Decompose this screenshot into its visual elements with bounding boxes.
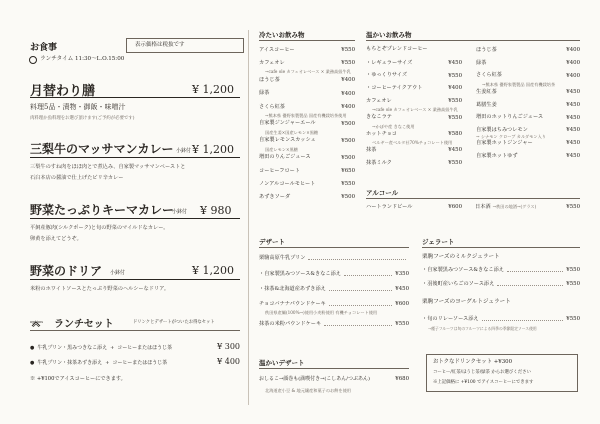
plus-icon: + <box>110 345 115 351</box>
gelato-title: ジェラート <box>422 238 455 246</box>
divider <box>422 247 580 248</box>
hot-list-item <box>366 85 462 91</box>
item-name: ノンアルコールモヒート <box>259 180 316 187</box>
dessert-list-item <box>259 286 409 292</box>
cold-list-item <box>259 47 355 53</box>
hot-list-item <box>366 60 462 66</box>
hot-drinks-title: 温かいお飲み物 <box>366 31 412 39</box>
item-name: 自家製ホットゆず <box>476 152 518 159</box>
item-name: コーヒーフロート <box>259 167 301 174</box>
item-sub: 国産生姜×国産レモン×黒糖 <box>265 129 319 135</box>
alcohol-item-1 <box>366 204 462 210</box>
meal-item-4-name: 野菜のドリア <box>30 264 103 278</box>
item-price: ¥400 <box>341 90 355 97</box>
hot-list2-item <box>476 140 580 146</box>
hot-list-item <box>366 131 462 137</box>
alcohol-item-2 <box>475 204 580 210</box>
option-label: option <box>30 319 43 324</box>
hot-list-item <box>366 147 462 153</box>
dot-leader <box>329 290 392 291</box>
lunch-set-footnote: ※ +¥100でアイスコーヒーにできます。 <box>30 376 126 382</box>
item-price: ¥500 <box>341 194 355 201</box>
item-name: 葛膳生姜 <box>476 101 497 108</box>
item-price: ¥550 <box>341 181 355 188</box>
item-name: カフェオレ <box>366 97 392 104</box>
item-name: 増田のホットりんごジュース <box>476 114 544 121</box>
item-name: ・レギュラーサイズ <box>366 59 413 66</box>
divider <box>30 218 240 219</box>
gelato-item-1 <box>422 267 580 273</box>
item-price: ¥450 <box>395 286 409 292</box>
meal-item-4-price: ¥ 1,200 <box>192 264 234 277</box>
meal-item-2-desc1: 三梨牛のすね肉をほほ肉とで煮込み、自家製マッサマンペーストと <box>30 164 186 170</box>
item-price: ¥650 <box>341 167 355 174</box>
item-price: ¥450 <box>448 59 462 66</box>
divider <box>30 330 240 331</box>
cold-list-item <box>259 121 355 127</box>
divider <box>30 157 240 158</box>
bullet-icon: ● <box>30 360 35 366</box>
drink-set-line-2: コーヒー/紅茶/ほうじ茶/緑茶 からお選びください <box>433 370 531 375</box>
gelato-item-3-sub: →種子フルーツは旬のフルーツによる四季の季節限定ソース使用 <box>428 326 537 331</box>
item-price: ¥500 <box>341 137 355 144</box>
meal-item-1-name: 月替わり膳 <box>30 84 96 99</box>
item-price: ¥400 <box>341 103 355 110</box>
divider <box>30 279 240 280</box>
item-price: ¥450 <box>566 127 580 134</box>
item-sub: →cafe ole カフェオレベース × 業務高級牛乳 <box>372 107 458 113</box>
item-name: チョコバナナパウンドケーキ <box>259 300 326 307</box>
cold-list-item <box>259 104 355 110</box>
dot-leader <box>324 325 392 326</box>
item-price: ¥450 <box>448 147 462 154</box>
item-name: さくら紅茶 <box>259 103 285 110</box>
meal-item-1-price: ¥ 1,200 <box>192 83 234 96</box>
gelato-item-1-price: ¥550 <box>566 267 580 273</box>
item-name: もちとぞプレンドコーヒー <box>366 46 428 52</box>
item-name: 緑茶 <box>476 59 487 66</box>
lunch-set-footnote-text: +¥100でアイスコーヒーにできます。 <box>36 376 126 382</box>
hot-list2-item <box>476 102 580 108</box>
meal-item-4-desc1: 米粉のホワイトソースとたっぷり野菜のヘルシーなドリア。 <box>30 286 170 292</box>
item-name: カフェオレ <box>259 60 285 67</box>
item-name: 自家製ホットジンジャー <box>476 139 533 146</box>
item-price: ¥450 <box>566 140 580 147</box>
item-price: ¥550 <box>341 47 355 53</box>
cold-list-item <box>259 60 355 66</box>
item-price: ¥550 <box>448 98 462 105</box>
item-price: ¥400 <box>448 85 462 92</box>
item-price: ¥450 <box>566 89 580 95</box>
lunch-set-row-1-price: ¥ 300 <box>217 342 240 351</box>
lunch-set-row-2-left: 牛乳プリン・抹茶あずき添え <box>37 360 103 366</box>
lunch-time: ランチタイム 11:30〜L.O.15:00 <box>40 56 125 63</box>
item-name: 自家製はちみつレモン <box>476 127 528 134</box>
cold-list-item <box>259 181 355 187</box>
item-name: きなこラテ <box>366 114 392 121</box>
alcohol-item-1-price: ¥600 <box>448 204 462 210</box>
item-price: ¥400 <box>566 72 580 79</box>
meal-item-2-price: ¥ 1,200 <box>192 143 234 156</box>
tax-note: 表示価格は税抜です <box>135 42 185 48</box>
divider <box>366 40 580 41</box>
hot-list-item <box>366 115 462 121</box>
drink-set-box <box>426 354 578 392</box>
meal-item-1-desc: 料理5品・漬物・御飯・味噌汁 <box>30 103 126 111</box>
item-sub: ベルギー産ベルタ社70%チョコレート使用 <box>372 140 453 145</box>
hot-dessert-item-sub: 北海道産小豆 & 地元嬢産和菓子のお餅を使用 <box>265 388 351 393</box>
item-price: ¥500 <box>341 154 355 161</box>
gelato-item-3-name: ・旬のリレーソース添え <box>422 315 479 322</box>
item-name: 緑茶 <box>259 90 270 97</box>
hot-list2-item <box>476 89 580 95</box>
meal-item-3-desc2: 卵黄を添えてどうぞ。 <box>30 236 82 242</box>
dessert-list-item <box>259 271 409 277</box>
lunch-set-row-2 <box>30 357 240 366</box>
hot-list-item <box>366 160 462 166</box>
lunch-set-row-1 <box>30 342 240 351</box>
meal-item-3-name: 野菜たっぷりキーマカレー <box>30 203 175 217</box>
lunch-set-title: ランチセット <box>54 319 114 330</box>
alcohol-item-2-name: 日本酒 <box>475 203 491 210</box>
item-price: ¥450 <box>566 114 580 121</box>
item-name: 自家製レモンスカッシュ <box>259 137 316 144</box>
item-name: ほうじ茶 <box>259 76 280 83</box>
item-name: あずきソーダ <box>259 194 291 201</box>
item-name: アイスコーヒー <box>259 46 295 53</box>
item-price: ¥580 <box>448 131 462 137</box>
gelato-item-2-price: ¥550 <box>566 281 580 287</box>
hot-list-item <box>366 98 462 104</box>
alcohol-item-1-name: ハートランドビール <box>366 203 413 210</box>
hot-dessert-title: 温かいデザート <box>259 359 305 367</box>
meal-item-2-note: 小鉢付 <box>176 148 192 154</box>
divider <box>259 368 409 369</box>
cold-list-item <box>259 155 355 161</box>
cold-list-item <box>259 138 355 144</box>
hot-list2-item <box>476 153 580 159</box>
item-name: 生姜紅茶 <box>476 88 497 95</box>
lunch-set-row-1-left: 牛乳プリン・黒みつきなこ添え <box>37 345 108 351</box>
item-price: ¥550 <box>448 72 462 79</box>
item-price: ¥550 <box>341 60 355 67</box>
meal-item-1-desc2: 肉料理か魚料理をお選び頂けます(ご予約が必要です) <box>30 116 135 121</box>
lunch-time-row <box>29 56 124 64</box>
item-sub: 国産レモン×黒糖 <box>265 146 298 152</box>
gelato-heading-2: 栗駒フーズのヨーグルトジェラート <box>422 299 511 305</box>
drink-set-line-1: おトクなドリンクセット +¥300 <box>433 359 513 365</box>
hot-list2-item <box>476 73 580 79</box>
item-name: ・コーヒーテイクアウト <box>366 85 423 92</box>
item-name: 栗駒高原牛乳プリン <box>259 255 306 261</box>
item-price: ¥550 <box>448 114 462 121</box>
lunch-set-row-2-price: ¥ 400 <box>217 357 240 366</box>
dot-leader <box>344 275 392 276</box>
item-price: ¥400 <box>566 59 580 66</box>
hot-list-item <box>366 73 462 79</box>
meal-item-3-price: ¥ 980 <box>200 204 232 217</box>
item-price: ¥600 <box>395 301 409 307</box>
drink-set-line-3: ※上記価格に +¥100 でアイスコーヒーにできます <box>433 380 534 385</box>
cold-list-item <box>259 77 355 83</box>
item-sub: →cafe ole カフェオレベース × 業務高級牛乳 <box>265 69 351 75</box>
clock-icon <box>29 56 37 64</box>
item-name: 増田のりんごジュース <box>259 154 311 161</box>
hot-dessert-item-price: ¥680 <box>395 376 409 382</box>
dot-leader <box>308 259 406 260</box>
column-divider <box>248 30 249 405</box>
alcohol-item-2-sub: →秩田の地酒→(グラス) <box>492 204 537 209</box>
hot-dessert-item-name: おしるこ→顔巻も(満喫付き→(こしあん/つぶあん) <box>259 376 370 382</box>
item-name: 抹茶の米粉パウンドケーキ <box>259 320 322 327</box>
meal-item-3-note: 小鉢付 <box>172 209 188 215</box>
item-sub: 秩田県産麺(100%→)使用小麦粉使用 有機チョコレート使用 <box>265 310 378 315</box>
cold-drinks-title: 冷たいお飲み物 <box>259 31 305 39</box>
gelato-item-2-name: ・羽後町産いちごのソース添え <box>422 280 495 287</box>
gelato-item-1-name: ・自家製黒みつソース&きなこ添え <box>422 266 504 273</box>
gelato-item-3 <box>422 316 580 322</box>
dessert-list-item <box>259 301 409 307</box>
item-price: ¥400 <box>341 77 355 84</box>
cold-list-item <box>259 194 355 200</box>
hot-list2-item <box>476 47 580 53</box>
lunch-set-note: ドリンクとデザートがついたお得なセット <box>133 320 215 325</box>
tax-note-box <box>126 38 244 53</box>
spice-note: → シナモン クローブ カルダモン入り <box>476 134 546 139</box>
item-name: 抹茶 <box>366 147 377 154</box>
item-sub: →かぼや産 きなこ使用 <box>372 123 415 129</box>
gelato-item-3-price: ¥550 <box>566 316 580 322</box>
hot-dessert-item <box>259 376 409 382</box>
divider <box>259 247 409 248</box>
plus-icon: + <box>105 360 110 366</box>
dot-leader <box>329 305 392 306</box>
item-name: 自家製ジンジャーエール <box>259 120 316 127</box>
item-price: ¥550 <box>395 321 409 327</box>
item-name: ・自家製黒みつソース&きなこ添え <box>259 270 341 277</box>
item-price: ¥450 <box>566 153 580 159</box>
item-price: ¥450 <box>566 101 580 108</box>
item-sub: →熊本県 優野家製製品 国産有機栽培茶使用 <box>265 112 347 118</box>
item-name: ホットチョコ <box>366 130 397 137</box>
meal-title: お食事 <box>30 43 58 53</box>
meal-item-3-desc1: 平飼産豚肉(シルクポーク)と旬の野菜のマイルドなカレー。 <box>30 225 169 231</box>
dessert-list-item <box>259 321 409 327</box>
bullet-icon: ● <box>30 345 35 351</box>
divider <box>30 97 240 98</box>
cold-list-item <box>259 91 355 97</box>
lunch-set-row-1-right: コーヒーまたはほうじ茶 <box>117 345 173 351</box>
alcohol-title: アルコール <box>366 189 399 197</box>
divider <box>366 198 580 199</box>
item-price: ¥400 <box>566 47 580 53</box>
item-price: ¥550 <box>448 160 462 167</box>
hot-list2-item <box>476 127 580 133</box>
alcohol-item-2-price: ¥550 <box>566 204 580 210</box>
item-name: ほうじ茶 <box>476 46 497 53</box>
item-price: ¥350 <box>395 271 409 277</box>
item-price: ¥500 <box>341 120 355 127</box>
meal-item-4-note: 小鉢付 <box>110 270 126 276</box>
meal-item-2-name: 三梨牛のマッサマンカレー <box>30 142 174 156</box>
divider <box>259 40 355 41</box>
meal-item-2-desc2: 石臼本店の醤油で仕上げたピリ辛カレー <box>30 175 124 181</box>
dessert-title: デザート <box>259 238 285 246</box>
hot-list2-item <box>476 60 580 66</box>
lunch-set-row-2-right: コーヒーまたはほうじ茶 <box>112 360 168 366</box>
cold-list-item <box>259 168 355 174</box>
item-sub: →熊本県 優野家製製品 国産有機栽培茶 <box>482 81 556 87</box>
item-name: さくら紅茶 <box>476 72 502 79</box>
gelato-heading-1: 栗駒フーズのミルクジェラート <box>422 254 500 260</box>
option-chevron-icon <box>31 312 41 318</box>
item-name: ・抹茶&北海道産あずき添え <box>259 285 326 292</box>
item-name: 抹茶ミルク <box>366 159 392 166</box>
hot-list-item <box>366 47 462 52</box>
dessert-list-item <box>259 256 409 261</box>
hot-list2-item <box>476 115 580 121</box>
item-name: ・ゆっくりサイズ <box>366 72 408 79</box>
gelato-item-2 <box>422 281 580 287</box>
